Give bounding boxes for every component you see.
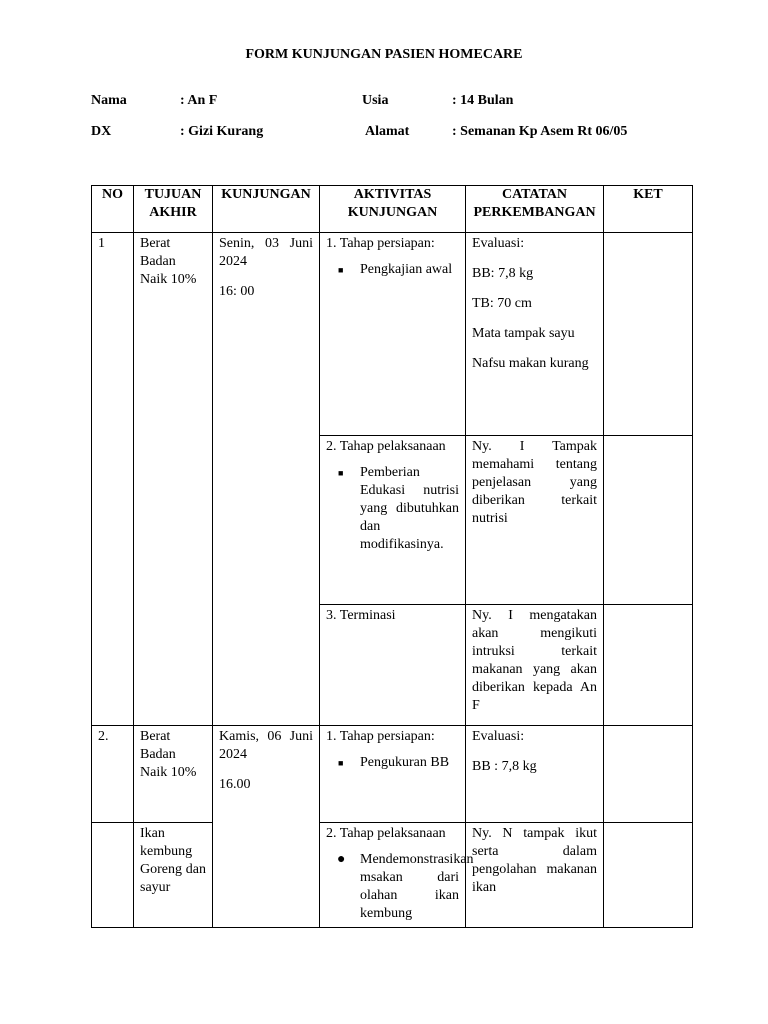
visit-time: 16: 00: [219, 284, 255, 299]
activity-bullet-text: Pengukuran BB: [360, 755, 450, 770]
tujuan-akhir: Berat Badan Naik 10%: [134, 233, 213, 726]
activity-bullet-text: Pemberian Edukasi nutrisi yang dibutuhkan dan modifikasinya.: [360, 465, 459, 552]
header-aktivitas: AKTIVITAS KUNJUNGAN: [320, 186, 466, 233]
header-ket: KET: [604, 186, 693, 233]
tujuan-akhir: Berat Badan Naik 10%: [134, 726, 213, 823]
visit-time: 16.00: [219, 777, 251, 792]
catatan-cell: [466, 726, 604, 823]
activity-title: 1. Tahap persiapan:: [326, 236, 435, 251]
activity-title: 1. Tahap persiapan:: [326, 729, 435, 744]
catatan-line: BB : 7,8 kg: [472, 759, 537, 774]
usia-value: : 14 Bulan: [452, 93, 514, 108]
visit-date: Kamis, 06 Juni 2024: [219, 729, 313, 762]
square-bullet-icon: ■: [338, 265, 344, 275]
dx-label: DX: [91, 124, 112, 139]
row-number: 2.: [92, 726, 134, 823]
catatan-cell: Ny. N tampak ikut serta dalam pengolahan makanan ikan: [466, 823, 604, 928]
ket-cell: [604, 605, 693, 726]
catatan-line: TB: 70 cm: [472, 296, 532, 311]
catatan-line: Nafsu makan kurang: [472, 356, 589, 371]
catatan-line: BB: 7,8 kg: [472, 266, 534, 281]
activity-bullet: [326, 261, 459, 279]
header-kunjungan: KUNJUNGAN: [213, 186, 320, 233]
alamat-value: : Semanan Kp Asem Rt 06/05: [452, 124, 628, 139]
activity-title: 2. Tahap pelaksanaan: [326, 826, 446, 841]
activity-bullet: [326, 754, 459, 772]
kunjungan-cell: [213, 233, 320, 726]
header-tujuan: TUJUAN AKHIR: [134, 186, 213, 233]
catatan-line: Mata tampak sayu: [472, 326, 575, 341]
square-bullet-icon: ■: [338, 758, 344, 768]
ket-cell: [604, 726, 693, 823]
visit-table: [91, 185, 693, 928]
tujuan-akhir: Ikan kembung Goreng dan sayur: [134, 823, 213, 928]
row-number: 1: [92, 233, 134, 726]
alamat-label: Alamat: [365, 124, 410, 139]
aktivitas-cell: 3. Terminasi: [320, 605, 466, 726]
catatan-line: Evaluasi:: [472, 729, 525, 744]
catatan-cell: Ny. I Tampak memahami tentang penjelasan yang diberikan terkait nutrisi: [466, 436, 604, 605]
activity-title: 2. Tahap pelaksanaan: [326, 439, 446, 454]
activity-bullet-text: Pengkajian awal: [360, 262, 453, 277]
catatan-cell: Ny. I mengatakan akan mengikuti intruksi terkait makanan yang akan diberikan kepada An F: [466, 605, 604, 726]
catatan-line: Evaluasi:: [472, 236, 525, 251]
row-number: [92, 823, 134, 928]
activity-bullet: [326, 851, 474, 923]
kunjungan-cell: [213, 726, 320, 928]
table-row: [92, 726, 693, 823]
aktivitas-cell: [320, 436, 466, 605]
nama-value: : An F: [180, 93, 218, 108]
aktivitas-cell: [320, 726, 466, 823]
round-bullet-icon: ●: [337, 852, 346, 867]
ket-cell: [604, 436, 693, 605]
nama-label: Nama: [91, 93, 127, 108]
aktivitas-cell: [320, 233, 466, 436]
ket-cell: [604, 823, 693, 928]
usia-label: Usia: [362, 93, 389, 108]
table-row: [92, 233, 693, 436]
dx-value: : Gizi Kurang: [180, 124, 264, 139]
form-title: FORM KUNJUNGAN PASIEN HOMECARE: [245, 47, 523, 62]
visit-date: Senin, 03 Juni 2024: [219, 236, 313, 269]
square-bullet-icon: ■: [338, 468, 344, 478]
catatan-cell: [466, 233, 604, 436]
activity-bullet-text: Mendemonstrasikan msakan dari olahan ikan kembung: [360, 852, 474, 921]
ket-cell: [604, 233, 693, 436]
table-header-row: [92, 186, 693, 233]
header-no: NO: [92, 186, 134, 233]
activity-bullet: [326, 464, 459, 554]
header-catatan: CATATAN PERKEMBANGAN: [466, 186, 604, 233]
aktivitas-cell: [320, 823, 474, 928]
table-row: [92, 823, 693, 928]
